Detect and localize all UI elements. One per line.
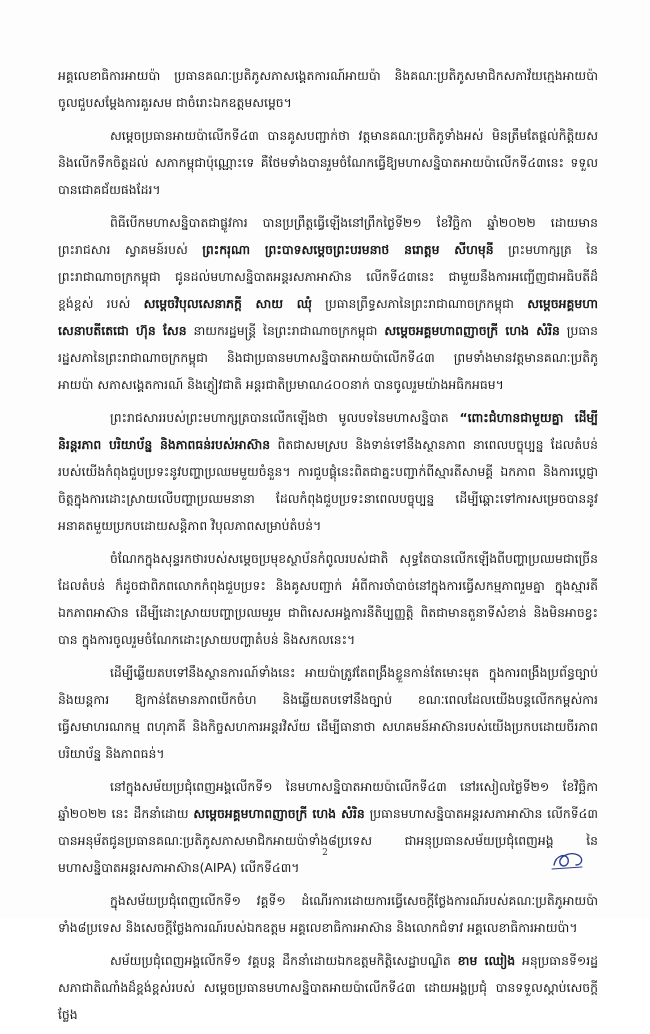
paragraph: [58, 122, 598, 203]
text-run: នាយករដ្ឋមន្ត្រី នៃព្រះរាជាណាចក្រកម្ពុជា: [186, 323, 385, 338]
bold-text-run: សម្តេចអគ្គមហាសេនាបតីតេជោ ហ៊ុន សែន: [58, 296, 598, 338]
text-run: នៅក្នុងសម័យប្រជុំពេញអង្គលើកទី១ នៃមហាសន្និបាតអាយប៉ាលើកទី៤៣ នៅរសៀលថ្ងៃទី២១ ខែវិច្ឆិកា ឆ្នាំ២០២២ នេះ ដឹកនាំដោយ: [58, 779, 598, 821]
text-run: ព្រះមហាក្សត្រ នៃព្រះរាជាណាចក្រកម្ពុជា ជូនដល់មហាសន្និបាតអន្តរសភាអាស៊ាន លើកទី៤៣នេះ ជាមួយនឹងការអញ្ជើញជាអធិបតីដ៏ខ្ពង់ខ្ពស់ របស់: [58, 242, 599, 311]
text-run: ប្រធានរដ្ឋសភានៃព្រះរាជាណាចក្រកម្ពុជា និងជាប្រធានមហាសន្និបាតអាយប៉ាលើកទី៤៣ ព្រមទាំងមានវត្តមានគណៈប្រតិភូអាយប៉ា សភាសង្គេតការណ៍ និងភ្ញៀវជាតិ អន្តរជាតិប្រមាណ៤០០នាក់ បានចូលរួមយ៉ាងអធិកអធម។: [58, 323, 598, 392]
paragraph: [58, 62, 598, 116]
paragraph: [58, 545, 598, 653]
bold-text-run: សម្តេចអគ្គមហាពញាចក្រី ហេង សំរិន: [193, 806, 365, 821]
text-run: អគ្គលេខាធិការអាយប៉ា ប្រធានគណៈប្រតិភូសភាសង្គេតការណ៍អាយប៉ា និងគណៈប្រតិភូសមាជិកសភាវ័យក្មេងអាយប៉ា ចូលជួបសម្តែងការគួរសម ជាចំរោះឯកឧត្តមសម្តេច។: [58, 68, 598, 110]
text-run: អនុប្រធានទី១រដ្ឋសភាជាតិណាំងដ៏ខ្ពង់ខ្ពស់របស់ សម្តេចប្រធានមហាសន្និបាតអាយប៉ាលើកទី៤៣ ដោយអង្គប្រជុំ បានទទួលស្តាប់សេចក្តីថ្លែង: [58, 953, 598, 1022]
bold-text-run: ខាម ឈៀង: [457, 953, 516, 968]
text-run: ដើម្បីឆ្លើយតបទៅនឹងស្ថានការណ៍ទាំងនេះ អាយប៉ាត្រូវតែពង្រឹងខ្លួនកាន់តែមោះមុត ក្នុងការពង្រឹងប្រព័ន្ធច្បាប់ និងយន្តការ ឱ្យកាន់តែមានភាពបើកចំហ និងឆ្លើយតបទៅនឹងច្បាប់ ខណៈពេលដែលយើងបន្តលើកកម្ពស់ការធ្វើសមាហរណកម្ម ពហុភាគី និងកិច្ចសហការអន្តរវិស័យ ដើម្បីធានាថា សហគមន៍អាស៊ានរបស់យើងប្រកបដោយចីរភាព បរិយាប័ន្ន និងភាពធន់។: [58, 665, 598, 761]
text-run: ព្រះរាជសាររបស់ព្រះមហាក្សត្របានលើកឡើងថា មូលបទនៃមហាសន្និបាត: [110, 410, 460, 425]
text-run: ប្រធានមហាសន្និបាតអន្តរសភាអាស៊ាន លើកទី៤៣ បានអនុម័តជូនប្រធានគណៈប្រតិភូសភាសមាជិកអាយប៉ាទាំង៨ប្រទេស ជាអនុប្រធានសម័យប្រជុំពេញអង្គ នៃមហាសន្និបាតអន្តរសភាអាស៊ាន(AIPA) លើកទី៤៣។: [58, 806, 598, 875]
bold-text-run: សម្តេចអគ្គមហាពញាចក្រី ហេង សំរិន: [384, 323, 560, 338]
text-run: ពិតជាសមស្រប និងទាន់ទៅនឹងស្ថានភាព នាពេលបច្ចុប្បន្ន ដែលតំបន់របស់យើងកំពុងជួបប្រទះនូវបញ្ហាប្រឈមមួយចំនួន។ ការជួបផ្តុំនេះពិតជាគ្នះបញ្ជាក់ពីស្មារតីសាមគ្គី ឯកភាព និងការប្តេជ្ញាចិត្តក្នុងការដោះស្រាយលើបញ្ហាប្រឈមនានា ដែលកំពុងជួបប្រទះនាពេលបច្ចុប្បន្ន ដើម្បីឆ្ពោះទៅការសម្រេចបាននូវអនាគតមួយប្រកបដោយសន្តិភាព វិបុលភាពសម្រាប់តំបន់។: [58, 437, 598, 533]
paragraph: [58, 659, 598, 767]
text-run: ចំណែកក្នុងសុន្ទរកថារបស់សម្តេចប្រមុខស្ថាប័នកំពូលរបស់ជាតិ សុទ្ធតែបានលើកឡើងពីបញ្ហាប្រឈមជាច្រើន ដែលតំបន់ ក៏ដូចជាពិភពលោកកំពុងជួបប្រទះ និងគូសបញ្ជាក់ អំពីការចាំបាច់នៅក្នុងការធ្វើសកម្មភាពរួមគ្នា ក្នុងស្មារតីឯកភាពអាស៊ាន ដើម្បីដោះស្រាយបញ្ហាប្រឈមរួម ជាពិសេសអង្គការនីតិប្បញ្ញត្តិ ពិតជាមានតួនាទីសំខាន់ និងមិនអាចខ្វះបាន ក្នុងការចូលរួមចំណែកដោះស្រាយបញ្ហាតំបន់ និងសកលនេះ។: [58, 551, 598, 647]
bold-text-run: សម្តេចវិបុលសេនាភក្តី សាយ ឈុំ: [143, 296, 312, 311]
text-run: សម្តេចប្រធានអាយប៉ាលើកទី៤៣ បានគូសបញ្ជាក់ថា វត្តមានគណៈប្រតិភូទាំងអស់ មិនត្រឹមតែផ្តល់កិត្តិយស និងលើកទឹកចិត្តដល់ សភាកម្ពុជាប៉ុណ្ណោះទេ គឺថែមទាំងបានរួមចំណែកធ្វើឱ្យមហាសន្និបាតអាយប៉ាលើកទី៤៣នេះ ទទួលបានជោគជ័យផងដែរ។: [58, 128, 598, 197]
page-number: 2: [322, 848, 328, 858]
bold-text-run: ព្រះករុណា ព្រះបាទសម្តេចព្រះបរមនាថ នរោត្តម សីហមុនី: [202, 242, 494, 257]
paragraph: [58, 404, 598, 539]
text-run: ក្នុងសម័យប្រជុំពេញលើកទី១ វគ្គទី១ ដំណើរការដោយការធ្វើសេចក្តីថ្លែងការណ៍របស់គណៈប្រតិភូអាយប៉ាទាំង៨ប្រទេស និងសេចក្តីថ្លែងការណ៍របស់ឯកឧត្តម អគ្គលេខាធិការអាស៊ាន និងលោកជំទាវ អគ្គលេខាធិការអាយប៉ា។: [58, 893, 598, 935]
text-run: ប្រធានព្រឹទ្ធសភានៃព្រះរាជាណាចក្រកម្ពុជា: [311, 296, 528, 311]
text-run: ពិធីបើកមហាសន្និបាតជាផ្លូវការ បានប្រព្រឹត្តធ្វើឡើងនៅព្រឹកថ្ងៃទី២១ ខែវិច្ឆិកា ឆ្នាំ២០២២ ដោយមានព្រះរាជសារ ស្វាគមន៍របស់: [58, 215, 598, 257]
paragraph: [58, 209, 598, 398]
paragraph: [58, 947, 598, 1028]
body-text: [58, 62, 598, 1034]
bold-text-run: “ពោះជំហានជាមួយគ្នា ដើម្បីនិរន្តរភាព បរិយាប័ន្ន និងភាពធន់របស់អាស៊ាន: [58, 410, 598, 452]
text-run: សម័យប្រជុំពេញអង្គលើកទី១ វគ្គបន្ត ដឹកនាំដោយឯកឧត្តមកិត្តិសេដ្ឋាបណ្ឌិត: [110, 953, 458, 968]
paragraph: [58, 773, 598, 881]
paragraph: [58, 887, 598, 941]
handwritten-initials-icon: [548, 845, 588, 875]
